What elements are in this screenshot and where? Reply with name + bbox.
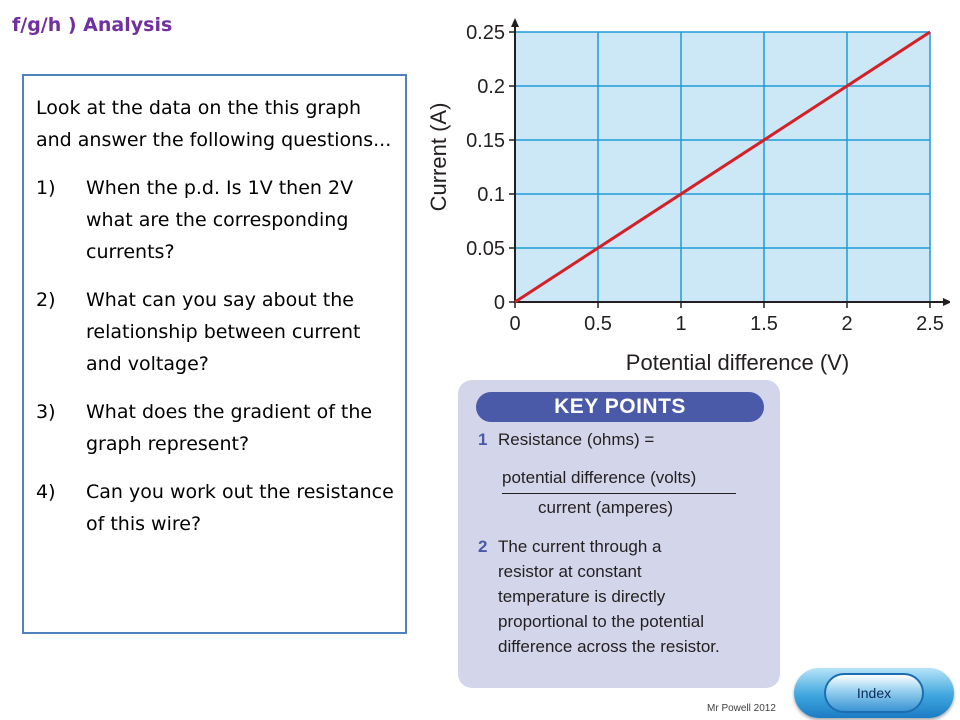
- x-tick-label: 2: [841, 313, 853, 335]
- question-number: 2): [36, 289, 56, 311]
- question-number: 1): [36, 177, 56, 199]
- fraction-numerator: potential difference (volts): [502, 468, 697, 487]
- question-2: [36, 284, 399, 380]
- question-3: [36, 396, 399, 460]
- x-tick-label: 0: [509, 313, 521, 335]
- x-tick-label: 1: [675, 313, 687, 335]
- question-number: 3): [36, 401, 56, 423]
- slide-title: f/g/h ) Analysis: [12, 14, 173, 36]
- point-2-line: The current through a: [498, 537, 662, 556]
- question-text: When the p.d. Is 1V then 2V what are the corresponding currents?: [86, 177, 354, 263]
- y-tick-label: 0.25: [466, 22, 505, 44]
- fraction-denominator: current (amperes): [538, 498, 674, 517]
- point-2-number: 2: [478, 537, 488, 556]
- x-tick-label: 0.5: [584, 313, 612, 335]
- question-text: What can you say about the relationship between current and voltage?: [86, 289, 361, 375]
- point-2-line: difference across the resistor.: [498, 637, 720, 656]
- question-1: [36, 172, 399, 268]
- x-tick-label: 2.5: [916, 313, 944, 335]
- current-vs-pd-chart: [420, 8, 950, 378]
- key-points-panel: [458, 380, 780, 688]
- questions-box: [22, 74, 407, 634]
- key-points-header: KEY POINTS: [476, 392, 764, 422]
- x-tick-label: 1.5: [750, 313, 778, 335]
- index-button-label: Index: [824, 673, 924, 713]
- y-tick-label: 0.15: [466, 130, 505, 152]
- x-axis-label: Potential difference (V): [625, 350, 850, 375]
- question-number: 4): [36, 481, 56, 503]
- point-2-line: resistor at constant: [498, 562, 642, 581]
- index-button[interactable]: [794, 668, 954, 718]
- point-1-number: 1: [478, 430, 488, 449]
- questions-intro: Look at the data on the this graph and answer the following questions...: [36, 97, 392, 151]
- author-footer: Mr Powell 2012: [707, 703, 776, 714]
- y-axis-label: Current (A): [426, 102, 451, 212]
- fraction-divider: [502, 493, 736, 494]
- point-2-line: temperature is directly: [498, 587, 666, 606]
- x-axis-arrow: [943, 298, 950, 306]
- point-1-text: Resistance (ohms) =: [498, 430, 655, 449]
- y-tick-label: 0.2: [477, 76, 505, 98]
- point-2-line: proportional to the potential: [498, 612, 705, 631]
- question-text: Can you work out the resistance of this wire?: [86, 481, 394, 535]
- y-tick-label: 0.05: [466, 238, 505, 260]
- question-4: [36, 476, 399, 540]
- y-axis-arrow: [511, 18, 519, 27]
- y-tick-label: 0.1: [477, 184, 505, 206]
- question-text: What does the gradient of the graph represent?: [86, 401, 373, 455]
- y-tick-label: 0: [493, 292, 505, 314]
